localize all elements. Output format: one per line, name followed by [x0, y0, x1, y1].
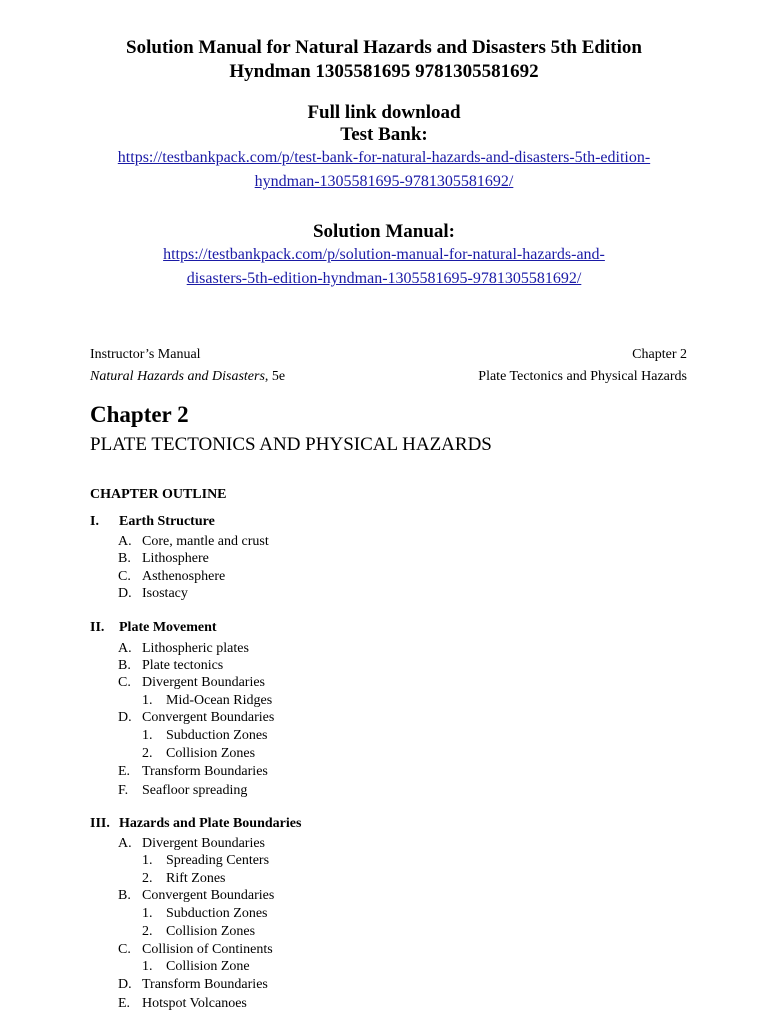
outline-item: D. Isostacy [118, 586, 188, 601]
outline-item: D. Transform Boundaries [118, 977, 268, 992]
test-bank-link-line-1[interactable]: https://testbankpack.com/p/test-bank-for-natural-hazards-and-disasters-5th-edition- [117, 149, 651, 166]
section-number: III. [90, 816, 110, 831]
book-title-italic: Natural Hazards and Disasters [90, 369, 265, 384]
solution-manual-label: Solution Manual: [312, 221, 455, 242]
section-title: Plate Movement [119, 620, 217, 635]
outline-item: B. Lithosphere [118, 551, 209, 566]
outline-subitem: 1. Mid-Ocean Ridges [142, 693, 273, 708]
outline-subitem: 2. Collision Zones [142, 746, 256, 761]
outline-item: C. Asthenosphere [118, 569, 226, 584]
outline-item: C. Collision of Continents [118, 942, 273, 957]
solution-manual-link-line-2[interactable]: disasters-5th-edition-hyndman-1305581695-9781305581692/ [186, 270, 582, 287]
chapter-title: Chapter 2 [90, 402, 189, 427]
section-number: II. [90, 620, 105, 635]
outline-item: E. Hotspot Volcanoes [118, 996, 247, 1011]
chapter-outline-heading: CHAPTER OUTLINE [90, 487, 227, 502]
outline-item: A. Core, mantle and crust [118, 534, 269, 549]
outline-item: D. Convergent Boundaries [118, 710, 275, 725]
outline-item: E. Transform Boundaries [118, 764, 268, 779]
outline-subitem: 1. Subduction Zones [142, 728, 268, 743]
running-header-right-line-2: Plate Tectonics and Physical Hazards [478, 369, 687, 384]
outline-item: A. Divergent Boundaries [118, 836, 265, 851]
running-header-left-line-2 [90, 368, 285, 386]
outline-item: F. Seafloor spreading [118, 783, 248, 798]
document-title-line-2: Hyndman 1305581695 9781305581692 [229, 61, 539, 82]
document-title-line-1: Solution Manual for Natural Hazards and Disasters 5th Edition [126, 37, 642, 58]
solution-manual-link-line-1[interactable]: https://testbankpack.com/p/solution-manual-for-natural-hazards-and- [163, 246, 605, 263]
chapter-subtitle: PLATE TECTONICS AND PHYSICAL HAZARDS [90, 434, 492, 455]
outline-item: B. Plate tectonics [118, 658, 224, 673]
running-header-right-line-1: Chapter 2 [632, 347, 687, 362]
outline-item: C. Divergent Boundaries [118, 675, 265, 690]
section-title: Earth Structure [119, 514, 215, 529]
outline-subitem: 1. Collision Zone [142, 959, 250, 974]
section-number: I. [90, 514, 99, 529]
test-bank-label: Test Bank: [340, 124, 428, 145]
outline-item: A. Lithospheric plates [118, 641, 249, 656]
test-bank-link-line-2[interactable]: hyndman-1305581695-9781305581692/ [254, 173, 514, 190]
running-header-left-line-1: Instructor’s Manual [90, 347, 201, 362]
section-title: Hazards and Plate Boundaries [119, 816, 302, 831]
outline-subitem: 1. Subduction Zones [142, 906, 268, 921]
outline-subitem: 2. Collision Zones [142, 924, 256, 939]
outline-subitem: 2. Rift Zones [142, 871, 226, 886]
full-link-label: Full link download [307, 102, 461, 123]
edition-suffix: , 5e [264, 369, 286, 384]
outline-subitem: 1. Spreading Centers [142, 853, 270, 868]
outline-item: B. Convergent Boundaries [118, 888, 275, 903]
